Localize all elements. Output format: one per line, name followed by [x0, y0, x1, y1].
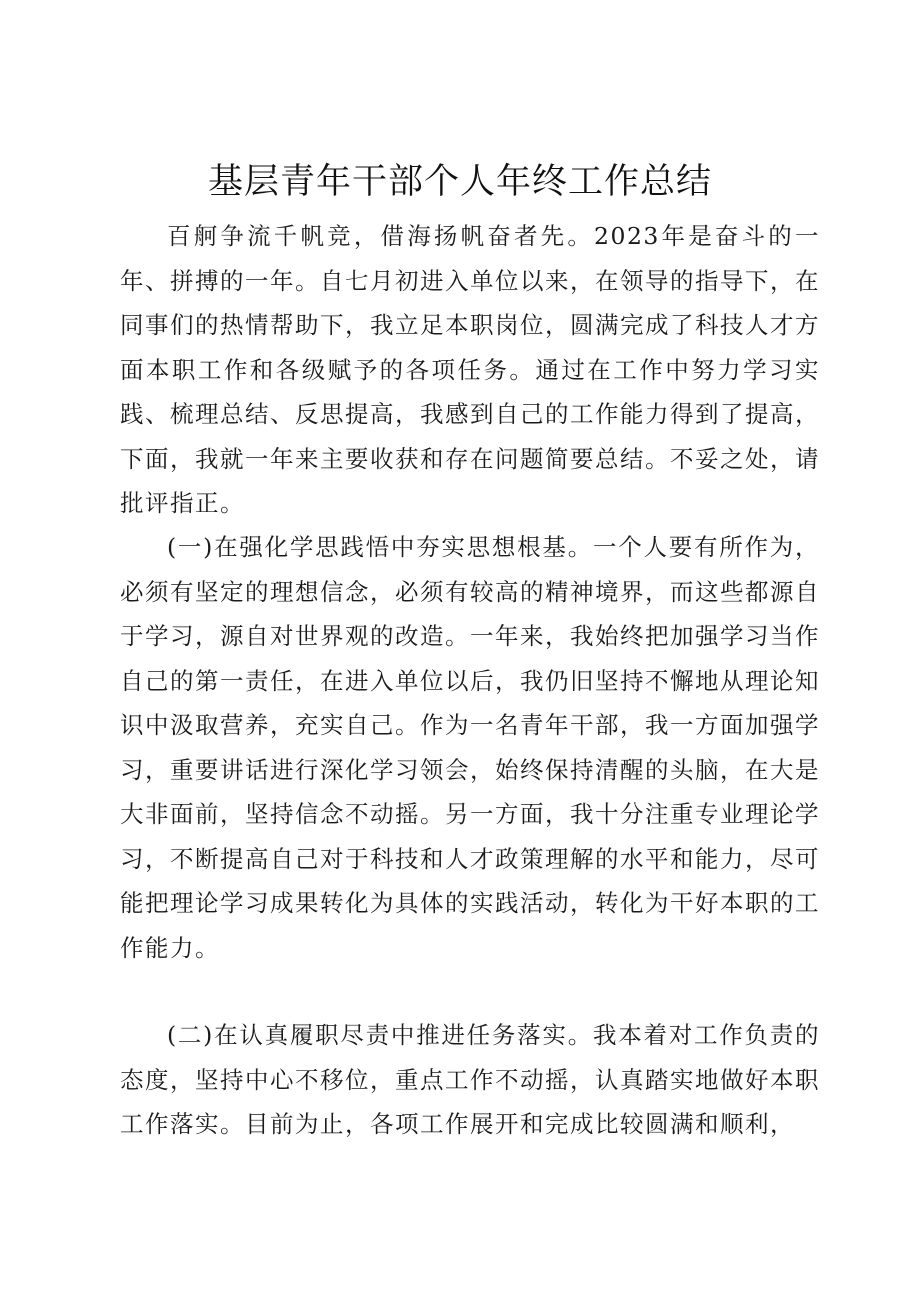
intro-paragraph: 百舸争流千帆竞，借海扬帆奋者先。2023年是奋斗的一年、拼搏的一年。自七月初进入单位以来，在领导的指导下，在同事们的热情帮助下，我立足本职岗位，圆满完成了科技人才方面本职工作和各级赋予的各项任务。通过在工作中努力学习实践、梳理总结、反思提高，我感到自己的工作能力得到了提高，下面，我就一年来主要收获和存在问题简要总结。不妥之处，请批评指正。 [120, 222, 820, 517]
section-one-paragraph: (一)在强化学思践悟中夯实思想根基。一个人要有所作为，必须有坚定的理想信念，必须有较高的精神境界，而这些都源自于学习，源自对世界观的改造。一年来，我始终把加强学习当作自己的第一责任，在进入单位以后，我仍旧坚持不懈地从理论知识中汲取营养，充实自己。作为一名青年干部，我一方面加强学习，重要讲话进行深化学习领会，始终保持清醒的头脑，在大是大非面前，坚持信念不动摇。另一方面，我十分注重专业理论学习，不断提高自己对于科技和人才政策理解的水平和能力，尽可能把理论学习成果转化为具体的实践活动，转化为干好本职的工作能力。 [120, 533, 820, 962]
section-two-paragraph: (二)在认真履职尽责中推进任务落实。我本着对工作负责的态度，坚持中心不移位，重点工作不动摇，认真踏实地做好本职工作落实。目前为止，各项工作展开和完成比较圆满和顺利， [120, 1021, 820, 1138]
document-title: 基层青年干部个人年终工作总结 [207, 162, 712, 202]
